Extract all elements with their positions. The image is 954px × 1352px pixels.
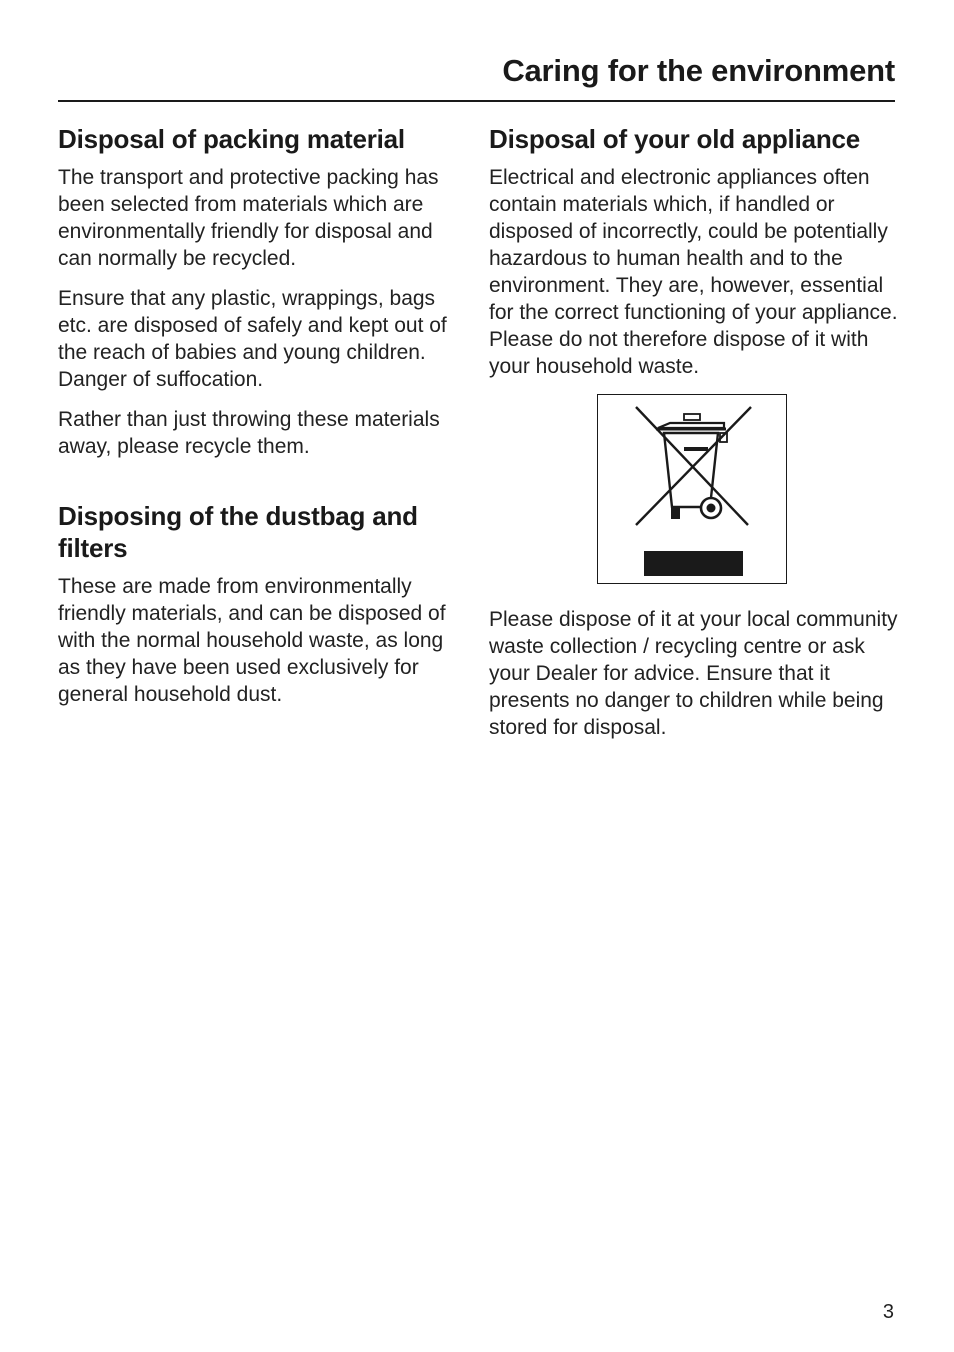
page-number: 3 (882, 1301, 894, 1323)
packing-material-paragraph-2: Ensure that any plastic, wrappings, bags etc. are disposed of safely and kept out of the reach of babies and young children. Danger of suffocation. (58, 287, 447, 391)
crossed-out-wheelie-bin-icon (598, 395, 788, 585)
old-appliance-paragraph-2: Please dispose of it at your local community waste collection / recycling centre or ask your Dealer for advice. Ensure that it presents no danger to children while being stored for disposal. (489, 608, 898, 739)
dustbag-filters-heading: Disposing of the dustbag and filters (58, 501, 418, 563)
old-appliance-heading: Disposal of your old appliance (489, 124, 861, 154)
left-column (58, 123, 468, 721)
old-appliance-paragraph-1: Electrical and electronic appliances often contain materials which, if handled or disposed of incorrectly, could be potentially hazardous to human health and to the environment. They are, however, essential for the correct functioning of your appliance. Please do not therefore dispose of it with your household waste. (489, 166, 898, 378)
packing-material-paragraph-1: The transport and protective packing has been selected from materials which are environmentally friendly for disposal and can normally be recycled. (58, 166, 439, 270)
title-divider (58, 100, 895, 102)
weee-symbol-frame (597, 394, 787, 584)
dustbag-filters-paragraph: These are made from environmentally friendly materials, and can be disposed of with the normal household waste, as long as they have been used exclusively for general household dust. (58, 575, 446, 706)
right-column (489, 123, 899, 754)
packing-material-heading: Disposal of packing material (58, 124, 405, 154)
page-title: Caring for the environment (502, 53, 895, 88)
packing-material-paragraph-3: Rather than just throwing these materials away, please recycle them. (58, 408, 440, 458)
